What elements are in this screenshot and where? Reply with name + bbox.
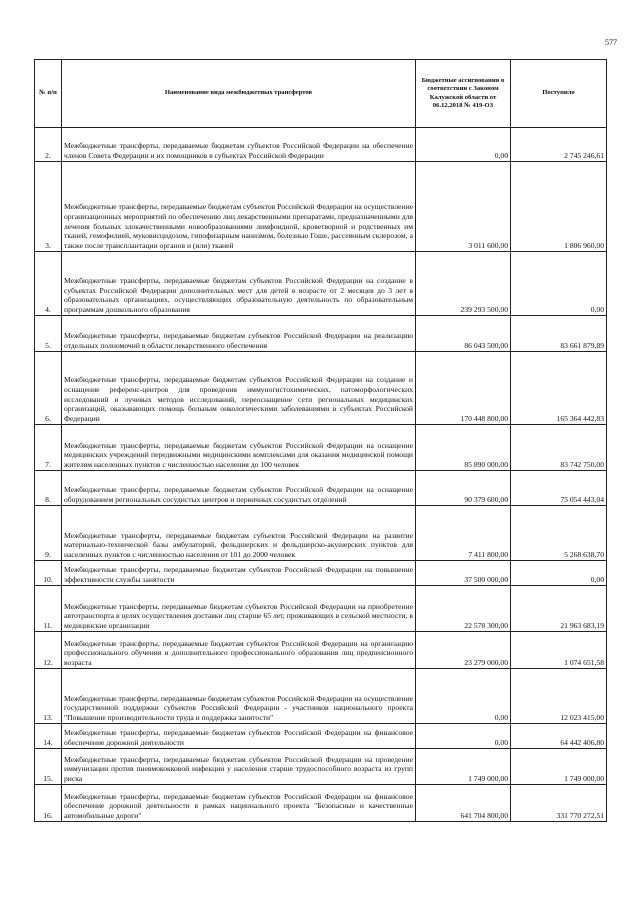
- row-name: Межбюджетные трансферты, передаваемые бюджетам субъектов Российской Федерации на оснащение медицинских учреждений передвижными медицинскими комплексами для оказания медицинской помощи жителям населенных пунктов с численностью населения до 100 человек: [62, 425, 416, 471]
- row-num: 2.: [35, 128, 62, 162]
- table-row: [35, 252, 607, 316]
- row-budget: 23 279 000,00: [416, 632, 511, 669]
- row-num: 5.: [35, 316, 62, 352]
- row-name: Межбюджетные трансферты, передаваемые бюджетам субъектов Российской Федерации на осуществление государственной поддержки субъектов Российской Федерации - участников национального проекта "Повышение производительности труда и поддержка занятости": [62, 669, 416, 724]
- row-num: 14.: [35, 724, 62, 749]
- row-name: Межбюджетные трансферты, передаваемые бюджетам субъектов Российской Федерации на организацию профессионального обучения и дополнительного профессионального образования лиц предпенсионного возраста: [62, 632, 416, 669]
- table-header-row: [35, 60, 607, 128]
- table-row: [35, 352, 607, 425]
- row-budget: 90 379 600,00: [416, 471, 511, 506]
- row-budget: 3 011 600,00: [416, 162, 511, 252]
- row-num: 9.: [35, 506, 62, 561]
- row-budget: 7 411 800,00: [416, 506, 511, 561]
- table-row: [35, 471, 607, 506]
- row-received: 0,00: [511, 561, 607, 586]
- row-budget: 37 500 000,00: [416, 561, 511, 586]
- row-budget: 85 890 000,00: [416, 425, 511, 471]
- table-row: [35, 561, 607, 586]
- table-row: [35, 785, 607, 822]
- table-row: [35, 316, 607, 352]
- row-received: 64 442 406,80: [511, 724, 607, 749]
- row-budget: 1 749 000,00: [416, 749, 511, 785]
- row-num: 13.: [35, 669, 62, 724]
- row-received: 1 806 960,00: [511, 162, 607, 252]
- row-num: 8.: [35, 471, 62, 506]
- row-num: 7.: [35, 425, 62, 471]
- row-budget: 0,00: [416, 669, 511, 724]
- row-name: Межбюджетные трансферты, передаваемые бюджетам субъектов Российской Федерации на финансовое обеспечение дорожной деятельности: [62, 724, 416, 749]
- header-name: Наименование вида межбюджетных трансфертов: [62, 60, 416, 128]
- row-name: Межбюджетные трансферты, передаваемые бюджетам субъектов Российской Федерации на реализацию отдельных полномочий в области лекарственного обеспечения: [62, 316, 416, 352]
- table-row: [35, 425, 607, 471]
- row-num: 11.: [35, 586, 62, 632]
- row-budget: 0,00: [416, 724, 511, 749]
- table-row: [35, 669, 607, 724]
- row-num: 4.: [35, 252, 62, 316]
- row-name: Межбюджетные трансферты, передаваемые бюджетам субъектов Российской Федерации на проведение иммунизации против пневмококковой инфекции у населения старше трудоспособного возраста из групп риска: [62, 749, 416, 785]
- row-received: 165 364 442,83: [511, 352, 607, 425]
- row-received: 1 074 651,58: [511, 632, 607, 669]
- row-name: Межбюджетные трансферты, передаваемые бюджетам субъектов Российской Федерации на осуществление организационных мероприятий по обеспечению лиц лекарственными препаратами, предназначенными для лечения больных злокачественными новообразованиями лимфоидной, кроветворной и родственных им тканей, гемофилией, муковисцидозом, гипофизарным нанизмом, болезнью Гоше, рассеянным склерозом, а также после трансплантации органов и (или) тканей: [62, 162, 416, 252]
- row-name: Межбюджетные трансферты, передаваемые бюджетам субъектов Российской Федерации на приобретение автотранспорта в целях осуществления доставки лиц старше 65 лет, проживающих в сельской местности, в медицинские организации: [62, 586, 416, 632]
- row-name: Межбюджетные трансферты, передаваемые бюджетам субъектов Российской Федерации на создание и оснащение референс-центров для проведения иммуногистохимических, патоморфологических исследований и лучевых методов исследований, переоснащение сети региональных медицинских организаций, оказывающих помощь больным онкологическими заболеваниями в субъектах Российской Федерации: [62, 352, 416, 425]
- row-budget: 641 704 800,00: [416, 785, 511, 822]
- row-received: 21 963 683,19: [511, 586, 607, 632]
- header-budget: Бюджетные ассигнования в соответствии с Законом Калужской области от 06.12.2018 № 419-ОЗ: [416, 60, 511, 128]
- header-received: Поступило: [511, 60, 607, 128]
- table-row: [35, 506, 607, 561]
- row-received: 2 745 246,61: [511, 128, 607, 162]
- table-row: [35, 586, 607, 632]
- row-num: 3.: [35, 162, 62, 252]
- row-received: 1 749 000,00: [511, 749, 607, 785]
- row-received: 331 770 272,51: [511, 785, 607, 822]
- row-received: 83 742 750,00: [511, 425, 607, 471]
- row-budget: 86 043 500,00: [416, 316, 511, 352]
- header-num: № п/п: [35, 60, 62, 128]
- row-num: 10.: [35, 561, 62, 586]
- row-name: Межбюджетные трансферты, передаваемые бюджетам субъектов Российской Федерации на финансовое обеспечение дорожной деятельности в рамках национального проекта "Безопасные и качественные автомобильные дороги": [62, 785, 416, 822]
- row-budget: 0,00: [416, 128, 511, 162]
- row-budget: 22 578 300,00: [416, 586, 511, 632]
- row-name: Межбюджетные трансферты, передаваемые бюджетам субъектов Российской Федерации на развитие материально-технической базы амбулаторий, фельдшерских и фельдшерско-акушерских пунктов для населенных пунктов с численностью населения от 101 до 2000 человек: [62, 506, 416, 561]
- transfers-table: [34, 59, 607, 822]
- table-row: [35, 749, 607, 785]
- row-budget: 170 448 800,00: [416, 352, 511, 425]
- row-received: 0,00: [511, 252, 607, 316]
- row-name: Межбюджетные трансферты, передаваемые бюджетам субъектов Российской Федерации на создание в субъектах Российской Федерации дополнительных мест для детей в возрасте от 2 месяцев до 3 лет в образовательных организациях, осуществляющих образовательную деятельность по образовательным программам дошкольного образования: [62, 252, 416, 316]
- row-num: 6.: [35, 352, 62, 425]
- row-name: Межбюджетные трансферты, передаваемые бюджетам субъектов Российской Федерации на повышение эффективности службы занятости: [62, 561, 416, 586]
- table-row: [35, 162, 607, 252]
- row-received: 83 661 879,89: [511, 316, 607, 352]
- row-budget: 239 293 500,00: [416, 252, 511, 316]
- row-name: Межбюджетные трансферты, передаваемые бюджетам субъектов Российской Федерации на обеспечение членов Совета Федерации и их помощников в субъектах Российской Федерации: [62, 128, 416, 162]
- row-received: 5 268 638,70: [511, 506, 607, 561]
- row-num: 16.: [35, 785, 62, 822]
- page-number: 577: [605, 38, 617, 47]
- row-received: 75 054 443,04: [511, 471, 607, 506]
- table-row: [35, 724, 607, 749]
- table-row: [35, 128, 607, 162]
- row-num: 15.: [35, 749, 62, 785]
- row-received: 12 023 415,00: [511, 669, 607, 724]
- row-num: 12.: [35, 632, 62, 669]
- table-row: [35, 632, 607, 669]
- row-name: Межбюджетные трансферты, передаваемые бюджетам субъектов Российской Федерации на оснащение оборудованием региональных сосудистых центров и первичных сосудистых отделений: [62, 471, 416, 506]
